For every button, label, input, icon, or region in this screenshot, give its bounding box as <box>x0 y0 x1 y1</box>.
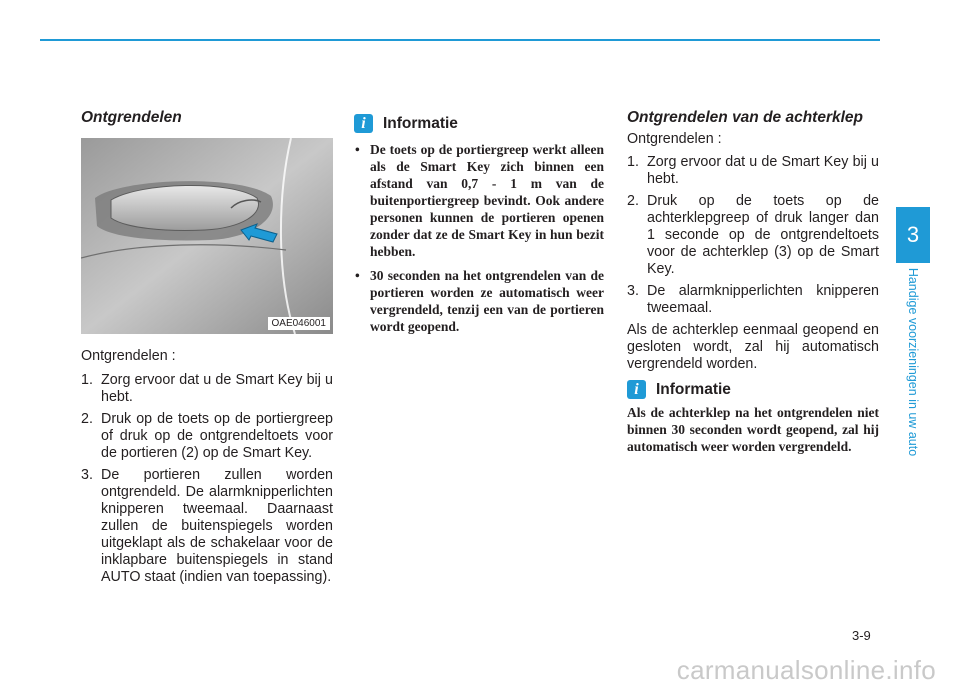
info-icon: i <box>627 380 646 399</box>
door-handle-illustration <box>81 138 333 334</box>
info-text: Als de achterklep na het ontgrendelen niet binnen 30 seconden wordt geopend, zal hij automatisch weer worden vergrendeld. <box>627 405 879 454</box>
step-number: 3. <box>627 283 639 299</box>
info-header <box>627 380 879 399</box>
section-heading: Ontgrendelen van de achterklep <box>627 109 864 126</box>
paragraph-text: Als de achterklep eenmaal geopend en gesloten wordt, zal hij automatisch vergrendeld worden. <box>627 322 879 372</box>
list-item <box>627 283 879 317</box>
step-text: Druk op de toets op de portiergreep of druk op de ontgrendeltoets voor de portieren (2) op de Smart Key. <box>101 411 333 461</box>
info-icon: i <box>354 114 373 133</box>
info-header <box>354 114 604 133</box>
bullet-text: De toets op de portiergreep werkt alleen als de Smart Key zich binnen een afstand van 0,7 - 1 m van de buitenportiergreep bevindt. Ook andere personen kunnen de portieren openen zonder dat ze de Smart Key in hun bezit hebben. <box>370 142 604 259</box>
section-heading: Ontgrendelen <box>81 109 182 126</box>
watermark: carmanualsonline.info <box>676 655 936 685</box>
step-text: Zorg ervoor dat u de Smart Key bij u hebt. <box>647 154 879 187</box>
steps-list <box>627 154 879 317</box>
step-number: 2. <box>627 193 639 209</box>
chapter-tab: 3 <box>896 207 930 263</box>
info-title: Informatie <box>656 380 731 398</box>
chapter-title: Handige voorzieningen in uw auto <box>906 267 920 457</box>
list-item: • 30 seconden na het ontgrendelen van de portieren worden ze automatisch weer vergrendeld, tenzij een van de portieren wordt geopend. <box>355 268 604 334</box>
list-item: • De toets op de portiergreep werkt alleen als de Smart Key zich binnen een afstand van 0,7 - 1 m van de buitenportiergreep bevindt. Ook andere personen kunnen de portieren openen zonder dat ze de Smart Key in hun bezit hebben. <box>355 142 604 259</box>
step-number: 3. <box>81 467 93 483</box>
list-item <box>627 154 879 188</box>
list-item <box>81 372 333 406</box>
step-text: Druk op de toets op de achterklepgreep of druk langer dan 1 seconde op de ontgrendeltoets voor de achterklep (3) op de Smart Key. <box>647 193 879 277</box>
info-bullets <box>354 141 604 335</box>
list-item <box>81 411 333 462</box>
step-text: De alarmknipperlichten knipperen tweemaal. <box>647 283 879 316</box>
step-number: 2. <box>81 411 93 427</box>
step-text: Zorg ervoor dat u de Smart Key bij u hebt. <box>101 372 333 405</box>
figure-code: OAE046001 <box>268 317 331 330</box>
col1-body <box>81 348 333 591</box>
info-title: Informatie <box>383 114 458 132</box>
list-item <box>81 467 333 586</box>
intro-text: Ontgrendelen : <box>627 131 722 147</box>
top-rule <box>40 39 880 41</box>
step-number: 1. <box>81 372 93 388</box>
list-item <box>627 193 879 278</box>
chapter-side-label <box>906 255 920 485</box>
steps-list <box>81 372 333 586</box>
door-handle-figure <box>81 138 333 334</box>
page-number: 3-9 <box>852 628 871 643</box>
intro-text: Ontgrendelen : <box>81 348 176 364</box>
step-text: De portieren zullen worden ontgrendeld. De alarmknipperlichten knipperen tweemaal. Daarnaast zullen de buitenspiegels worden uitgeklapt als de schakelaar voor de inklapbare buitenspiegels in stand AUTO staat (indien van toepassing). <box>101 467 333 585</box>
step-number: 1. <box>627 154 639 170</box>
bullet-text: 30 seconden na het ontgrendelen van de portieren worden ze automatisch weer vergrendeld, tenzij een van de portieren wordt geopend. <box>370 268 604 334</box>
